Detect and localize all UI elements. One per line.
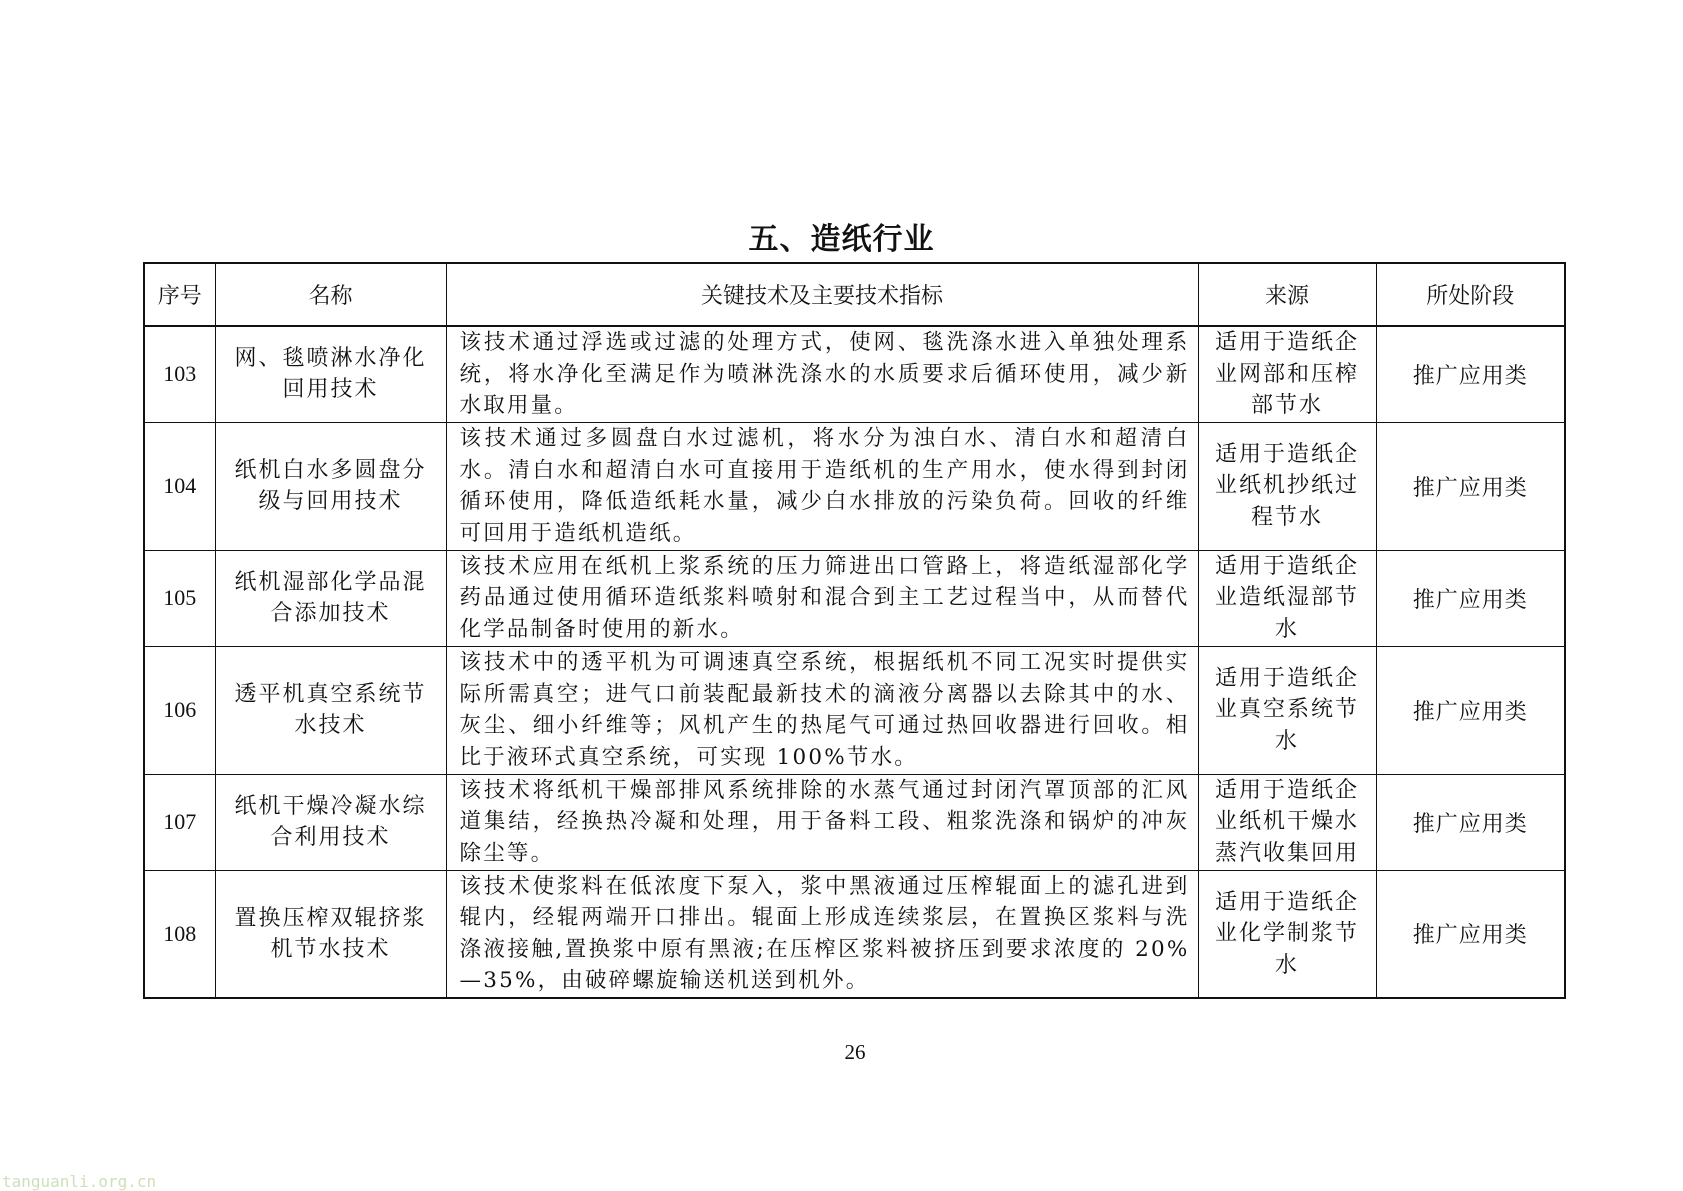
row-name: 置换压榨双辊挤浆机节水技术 <box>215 870 446 998</box>
table-row <box>144 422 1565 550</box>
row-index: 106 <box>144 646 215 774</box>
page-number: 26 <box>844 1040 866 1064</box>
row-name: 透平机真空系统节水技术 <box>215 646 446 774</box>
row-name: 纸机白水多圆盘分级与回用技术 <box>215 422 446 550</box>
row-index: 108 <box>144 870 215 998</box>
row-tech: 该技术使浆料在低浓度下泵入，浆中黑液通过压榨辊面上的滤孔进到辊内，经辊两端开口排出。辊面上形成连续浆层，在置换区浆料与洗涤液接触,置换浆中原有黑液;在压榨区浆料被挤压到要求浓度的 20%—35%，由破碎螺旋输送机送到机外。 <box>446 870 1198 998</box>
row-stage: 推广应用类 <box>1376 550 1565 646</box>
table-header-row <box>144 263 1565 326</box>
row-stage: 推广应用类 <box>1376 326 1565 422</box>
row-tech: 该技术中的透平机为可调速真空系统，根据纸机不同工况实时提供实际所需真空；进气口前装配最新技术的滴液分离器以去除其中的水、灰尘、细小纤维等；风机产生的热尾气可通过热回收器进行回收。相比于液环式真空系统，可实现 100%节水。 <box>446 646 1198 774</box>
header-index: 序号 <box>144 263 215 326</box>
header-stage: 所处阶段 <box>1376 263 1565 326</box>
table-row <box>144 870 1565 998</box>
row-name: 纸机湿部化学品混合添加技术 <box>215 550 446 646</box>
row-tech: 该技术将纸机干燥部排风系统排除的水蒸气通过封闭汽罩顶部的汇风道集结，经换热冷凝和处理，用于备料工段、粗浆洗涤和锅炉的冲灰除尘等。 <box>446 774 1198 870</box>
row-stage: 推广应用类 <box>1376 646 1565 774</box>
row-index: 103 <box>144 326 215 422</box>
row-source: 适用于造纸企业真空系统节水 <box>1198 646 1376 774</box>
watermark: tanguanli.org.cn <box>2 1172 157 1191</box>
row-index: 105 <box>144 550 215 646</box>
row-source: 适用于造纸企业化学制浆节水 <box>1198 870 1376 998</box>
technology-table <box>143 262 1566 999</box>
header-name: 名称 <box>215 263 446 326</box>
section-title: 五、造纸行业 <box>748 222 935 257</box>
row-tech: 该技术通过多圆盘白水过滤机，将水分为浊白水、清白水和超清白水。清白水和超清白水可直接用于造纸机的生产用水，使水得到封闭循环使用，降低造纸耗水量，减少白水排放的污染负荷。回收的纤维可回用于造纸机造纸。 <box>446 422 1198 550</box>
row-source: 适用于造纸企业网部和压榨部节水 <box>1198 326 1376 422</box>
row-source: 适用于造纸企业纸机干燥水蒸汽收集回用 <box>1198 774 1376 870</box>
row-source: 适用于造纸企业纸机抄纸过程节水 <box>1198 422 1376 550</box>
row-stage: 推广应用类 <box>1376 422 1565 550</box>
table-row <box>144 646 1565 774</box>
table-row <box>144 774 1565 870</box>
row-name: 纸机干燥冷凝水综合利用技术 <box>215 774 446 870</box>
row-source: 适用于造纸企业造纸湿部节水 <box>1198 550 1376 646</box>
header-tech: 关键技术及主要技术指标 <box>446 263 1198 326</box>
header-source: 来源 <box>1198 263 1376 326</box>
row-tech: 该技术通过浮选或过滤的处理方式，使网、毯洗涤水进入单独处理系统，将水净化至满足作为喷淋洗涤水的水质要求后循环使用，减少新水取用量。 <box>446 326 1198 422</box>
row-tech: 该技术应用在纸机上浆系统的压力筛进出口管路上，将造纸湿部化学药品通过使用循环造纸浆料喷射和混合到主工艺过程当中，从而替代化学品制备时使用的新水。 <box>446 550 1198 646</box>
row-stage: 推广应用类 <box>1376 774 1565 870</box>
row-name: 网、毯喷淋水净化回用技术 <box>215 326 446 422</box>
row-index: 107 <box>144 774 215 870</box>
table-row <box>144 326 1565 422</box>
table-row <box>144 550 1565 646</box>
row-index: 104 <box>144 422 215 550</box>
row-stage: 推广应用类 <box>1376 870 1565 998</box>
